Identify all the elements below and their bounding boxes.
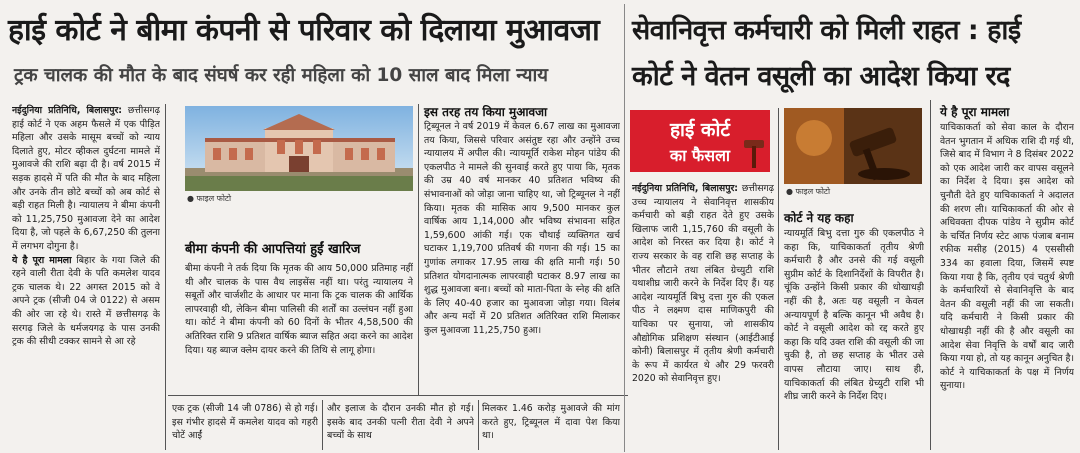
right-col2-subhead: कोर्ट ने यह कहा: [784, 211, 854, 225]
gavel-photo: [784, 108, 922, 184]
right-photo-caption: ● फाइल फोटो: [786, 187, 831, 196]
right-headline-line2: कोर्ट ने वेतन वसूली का आदेश किया रद: [632, 61, 1010, 92]
badge-gavel-icon: [738, 110, 770, 172]
right-dateline: नईदुनिया प्रतिनिधि, बिलासपुर:: [632, 183, 739, 194]
right-col3-text: याचिकाकर्ता को सेवा काल के दौरान वेतन भुगतान में अधिक राशि दी गई थी, जिसे बाद में विभाग ने 8 दिसंबर 2022 को एक आदेश जारी कर वापस वसूलने का निर्देश दे दिया। इस आदेश को चुनौती देते हुए याचिकाकर्ता ने अदालत की शरण ली। याचिकाकर्ता की ओर से अधिवक्ता दीपक पांडेय ने सुप्रीम कोर्ट के चर्चित निर्णय स्टेट आफ पंजाब बनाम रफीक मसीह (2015) 4 एससीसी 334 का हवाला दिया, जिसमें स्पष्ट किया गया है कि, तृतीय एवं चतुर्थ श्रेणी के कर्मचारियों से सेवानिवृत्ति के बाद वेतन की वसूली नहीं की जा सकती। यदि कर्मचारी ने किसी प्रकार की धोखाधड़ी नहीं की है और वसूली का आदेश सेवा निवृत्ति के वर्षों बाद जारी किया गया हो, तो यह कानून अनुचित है। कोर्ट ने याचिकाकर्ता के पक्ष में निर्णय सुनाया।: [940, 122, 1074, 392]
high-court-building-photo: [185, 106, 413, 191]
badge-line2: का फैसला: [669, 146, 731, 165]
left-col4-subhead: इस तरह तय किया मुआवजा: [424, 105, 548, 119]
left-dateline: नईदुनिया प्रतिनिधि, बिलासपुर:: [12, 105, 123, 116]
left-col1-text2: बिहार के गया जिले की रहने वाली रीता देवी के पति कमलेश यादव ट्रक चालक थे। 22 अगस्त 2015 को वे अपने ट्रक (सीजी 04 जे 0122) से असम की ओर जा रहे थे। रास्ते में छत्तीसगढ़ के सरगढ़ जिले के धर्मजयगढ़ के पास उनकी ट्रक की सीधी टक्कर सामने से आ रहे: [12, 254, 160, 348]
left-col4-text: ट्रिब्यूनल ने वर्ष 2019 में केवल 6.67 लाख का मुआवजा तय किया, जिससे परिवार असंतुष्ट रहा और उन्होंने उच्च न्यायालय में अपील की। न्यायमूर्ति राकेश मोहन पांडेय की एकलपीठ ने मामले की सुनवाई करते हुए पाया कि, मृतक की उम्र 40 वर्ष मानकर 40 प्रतिशत भविष्य की संभावनाओं को जोड़ा जाना चाहिए था, जो ट्रिब्यूनल ने नहीं किया। मृतक की मासिक आय 9,500 मानकर कुल वार्षिक आय 1,14,000 और भविष्य संभावना सहित 1,59,600 आंकी गई। एक चौथाई व्यक्तिगत खर्च घटाकर 1,19,700 प्रतिवर्ष की गणना की गई। 15 का गुणांक लगाकर 17.95 लाख की क्षति मानी गई। 50 प्रतिशत योगदानात्मक लापरवाही घटाकर 8.97 लाख का शुद्ध मुआवजा बना। बच्चों को माता-पिता के स्नेह की क्षति के लिए 40-40 हजार का मुआवजा जोड़ा गया। विलंब और अन्य मदों में 20 प्रतिशत अतिरिक्त राशि मिलाकर कुल मुआवजा 11,25,750 हुआ।: [424, 121, 620, 336]
high-court-building-illustration: [185, 106, 413, 191]
right-col2-text: न्यायमूर्ति बिभु दत्ता गुरु की एकलपीठ ने कहा कि, याचिकाकर्ता तृतीय श्रेणी कर्मचारी है और उनसे की गई वसूली सुप्रीम कोर्ट के दिशानिर्देशों के विपरीत है। चूंकि उन्होंने किसी प्रकार की धोखाधड़ी नहीं की है, अतः यह वसूली न केवल अन्यायपूर्ण है बल्कि कानून भी अवैध है। कोर्ट ने वसूली आदेश को रद्द करते हुए कहा कि यदि उक्त राशि की वसूली की जा चुकी है, तो छह सप्ताह के भीतर उसे वापस लौटाया जाए। साथ ही, याचिकाकर्ता की लंबित ग्रेच्युटी राशि भी शीघ्र जारी करने के निर्देश दिए।: [784, 228, 924, 403]
left-col2-bottom: एक ट्रक (सीजी 14 जी 0786) से हो गई। इस गंभीर हादसे में कमलेश यादव को गहरी चोटें आईं: [172, 403, 318, 442]
photo-camera-icon: ●: [187, 194, 194, 203]
left-col4-bottom: मिलकर 1.46 करोड़ मुआवजे की मांग करते हुए, ट्रिब्यूनल में दावा पेश किया था।: [482, 403, 620, 442]
left-col2-text: बीमा कंपनी ने तर्क दिया कि मृतक की आय 50,000 प्रतिमाह नहीं थी और चालक के पास वैध लाइसेंस नहीं था। परंतु न्यायालय ने सबूतों और चार्जशीट के आधार पर माना कि ट्रक चालक की आर्थिक लापरवाही थी, लेकिन बीमा पालिसी की शर्तों का उल्लंघन नहीं हुआ था। कोर्ट ने बीमा कंपनी को 60 दिनों के भीतर 4,58,500 की अतिरिक्त राशि 9 प्रतिशत वार्षिक ब्याज सहित अदा करने का आदेश दिया। यह ब्याज क्लेम दायर करने की तिथि से लागू होगा।: [185, 263, 413, 356]
badge-line1: हाई कोर्ट: [669, 119, 731, 141]
right-col3-subhead: ये है पूरा मामला: [940, 105, 1010, 119]
right-col1: [632, 182, 774, 448]
left-col-rule-3: [418, 104, 419, 396]
left-col2-subhead: बीमा कंपनी की आपत्तियां हुईं खारिज: [185, 242, 361, 257]
right-col-rule-2: [930, 100, 931, 450]
left-col-rule-4: [478, 400, 479, 450]
right-col1-text: छत्तीसगढ़ उच्च न्यायालय ने सेवानिवृत्त शासकीय कर्मचारी को बड़ी राहत देते हुए उसके खिलाफ जारी 1,15,760 की वसूली के आदेश को निरस्त कर दिया है। कोर्ट ने राज्य सरकार के वह राशि छह सप्ताह के भीतर लौटाने तथा लंबित ग्रेच्युटी राशि यथाशीघ्र जारी करने के निर्देश दिए हैं। यह आदेश न्यायमूर्ति बिभु दत्ता गुरु की एकल पीठ ने लक्ष्मण दास माणिकपुरी की याचिका पर सुनाया, जो शासकीय औद्योगिक प्रशिक्षण संस्थान (आईटीआई कोनी) बिलासपुर में तृतीय श्रेणी कर्मचारी के रूप में कार्यरत थे और 29 फरवरी 2020 को सेवानिवृत्त हुए।: [632, 183, 774, 385]
left-col3-bottom: और इलाज के दौरान उनकी मौत हो गई। इसके बाद उनकी पत्नी रीता देवी ने अपने बच्चों के साथ: [327, 403, 474, 442]
photo-camera-icon: ●: [786, 187, 793, 196]
left-col1-subhead: ये है पूरा मामला: [12, 254, 72, 266]
left-col-rule-1: [165, 104, 166, 450]
left-col1-text: छत्तीसगढ़ हाई कोर्ट ने एक अहम फैसले में एक पीड़ित महिला और उसके मासूम बच्चों को न्याय दिलाते हुए, मोटर व्हीकल दुर्घटना मामले में मुआवजे की राशि बढ़ा दी है। वर्ष 2015 में सड़क हादसे में पति की मौत के बाद महिला और उनके तीन छोटे बच्चों को अब कोर्ट से बड़ी राहत मिली है। न्यायालय ने बीमा कंपनी को 11,25,750 मुआवजा देने का आदेश दिया है, जो पहले के 6,67,250 की तुलना में लगभग दोगुना है।: [12, 105, 160, 252]
right-headline-line1: सेवानिवृत्त कर्मचारी को मिली राहत : हाई: [632, 15, 1021, 46]
gavel-illustration: [784, 108, 922, 184]
left-photo-caption: ● फाइल फोटो: [187, 194, 232, 203]
story-separator: [624, 4, 625, 452]
left-subheadline: ट्रक चालक की मौत के बाद संघर्ष कर रही महिला को 10 साल बाद मिला न्याय: [14, 65, 548, 86]
right-col-rule-1: [778, 108, 779, 450]
left-row-rule: [168, 395, 628, 396]
left-headline: हाई कोर्ट ने बीमा कंपनी से परिवार को दिलाया मुआवजा: [8, 13, 600, 48]
left-col1: [12, 104, 160, 448]
left-col-rule-2: [322, 400, 323, 450]
